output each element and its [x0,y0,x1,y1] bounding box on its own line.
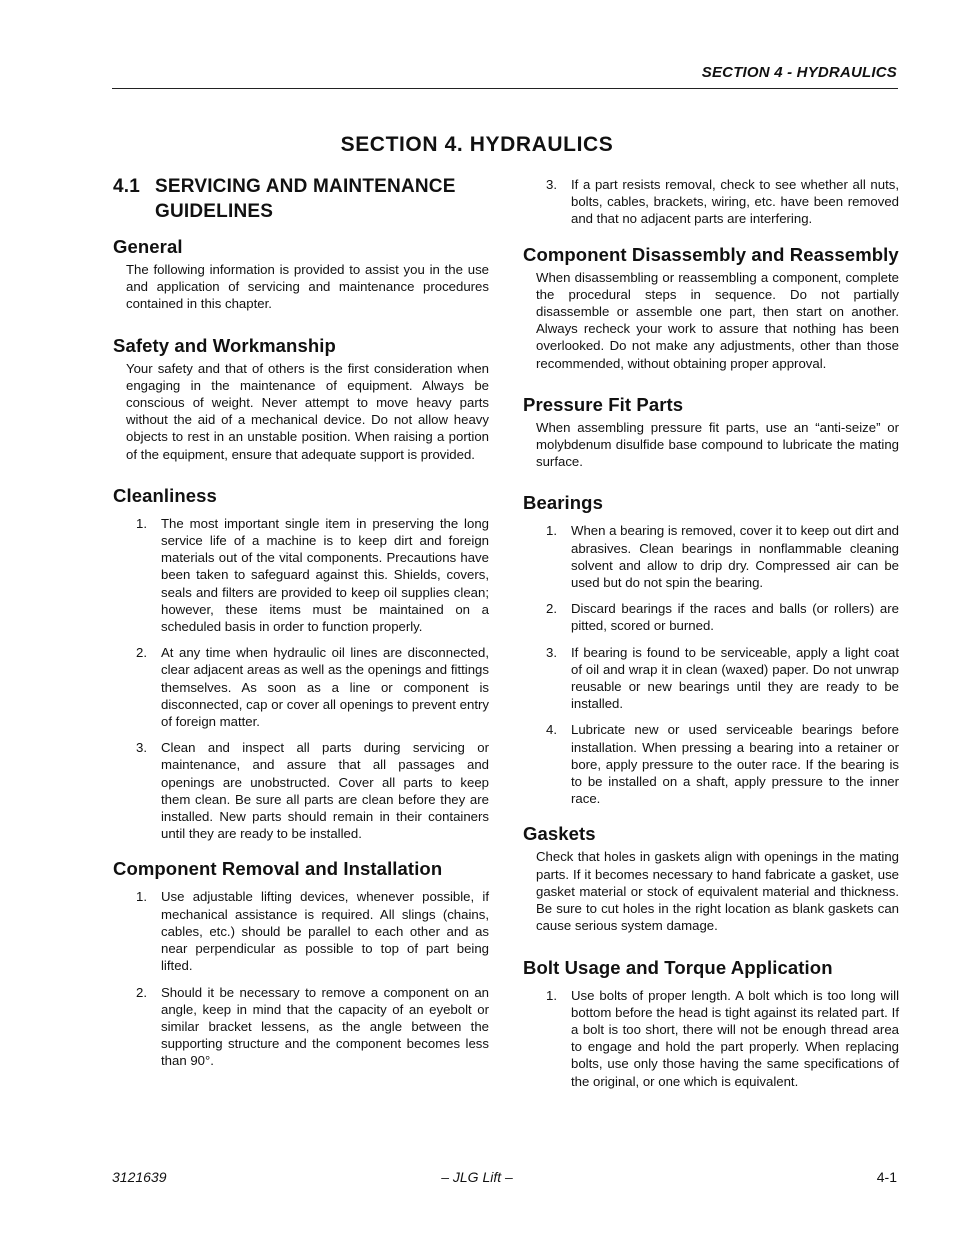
list-item [523,721,899,807]
running-head: SECTION 4 - HYDRAULICS [701,64,897,81]
general-block [113,234,489,313]
removal-block [113,856,489,1069]
page-title: SECTION 4. HYDRAULICS [340,133,614,156]
list-item [113,644,489,730]
list-text: When a bearing is removed, cover it to keep out dirt and abrasives. Clean bearings in nonflammable cleaning solvent and allow to drip dry. Compressed air can be used but do not spin the bearing. [571,523,899,591]
list-number: 2. [136,645,147,661]
bearings-list [523,522,899,807]
gaskets-text: Check that holes in gaskets align with openings in the mating parts. If it becomes necessary to hand fabricate a gasket, use gasket material or stock of equivalent material and thickness. Be sure to cut holes in the right location as blank gaskets can cause serious system damage. [536,849,899,934]
pressure-heading: Pressure Fit Parts [523,393,684,415]
list-number: 3. [136,740,147,756]
safety-block [113,333,489,463]
list-text: At any time when hydraulic oil lines are disconnected, clear adjacent areas as well as the openings and fittings themselves. As soon as a line or component is disconnected, cap or cover all openings to prevent entry of foreign matter. [161,645,489,730]
removal-heading: Component Removal and Installation [113,858,443,880]
section-heading [113,174,489,224]
gaskets-heading: Gaskets [523,823,596,845]
disassembly-block [523,242,899,372]
list-text: Clean and inspect all parts during servicing or maintenance, and assure that all passages and openings are unobstructed. Cover all parts to keep them clean. Be sure all parts are clean before they are installed. New parts should remain in their containers until they are ready to be installed. [161,740,489,842]
bolts-list [523,987,899,1090]
disassembly-heading: Component Disassembly and Reassembly [523,243,899,265]
general-heading: General [113,236,183,257]
footer-doc-number: 3121639 [112,1169,167,1185]
list-number: 2. [546,601,557,617]
list-item [523,176,899,228]
removal-list [113,888,489,1069]
list-number: 2. [136,984,147,1000]
left-column [113,174,489,1090]
list-text: Discard bearings if the races and balls (or rollers) are pitted, scored or burned. [571,601,899,634]
cleanliness-heading: Cleanliness [113,484,217,506]
bearings-block [523,490,899,807]
list-item [113,888,489,974]
general-text: The following information is provided to assist you in the use and application of servicing and maintenance procedures contained in this chapter. [126,262,489,312]
bearings-heading: Bearings [523,492,603,514]
section-title: SERVICING AND MAINTENANCE GUIDELINES [155,176,456,222]
section-number: 4.1 [113,176,141,197]
list-item [523,987,899,1090]
disassembly-text: When disassembling or reassembling a component, complete the procedural steps in sequence. Do not partially disassemble or assemble one part, then start on another. Always recheck your work to assure that nothing has been overlooked. Do not make any adjustments, other than those recommended, without obtaining proper approval. [536,269,899,371]
bolts-block [523,955,899,1090]
pressure-text: When assembling pressure fit parts, use an “anti-seize” or molybdenum disulfide base compound to lubricate the mating surface. [536,419,899,470]
gaskets-block [523,821,899,934]
cleanliness-list [113,515,489,843]
list-item [523,600,899,634]
list-number: 3. [546,177,557,192]
list-text: Should it be necessary to remove a component on an angle, keep in mind that the capacity of an eyebolt or similar bracket lessens, as the angle between the supporting structure and the component becomes less than 90°. [161,984,489,1069]
list-item [523,644,899,713]
list-text: Use adjustable lifting devices, whenever possible, if mechanical assistance is required. All slings (chains, cables, etc.) should be parallel to each other and as near perpendicular as possible to top of part being lifted. [161,889,489,974]
right-column [523,176,899,1110]
list-item [523,522,899,591]
list-text: If a part resists removal, check to see whether all nuts, bolts, cables, brackets, wiring, etc. have been removed and that no adjacent parts are interfering. [571,177,899,227]
safety-text: Your safety and that of others is the first consideration when engaging in the maintenance of equipment. Always be conscious of weight. Never attempt to move heavy parts without the aid of a mechanical device. Do not allow heavy objects to rest in an unstable position. When raising a portion of the equipment, ensure that adequate support is provided. [126,360,489,462]
list-number: 1. [546,987,557,1003]
list-item [113,515,489,635]
list-number: 3. [546,644,557,660]
safety-heading: Safety and Workmanship [113,334,336,356]
list-number: 1. [136,515,147,531]
pressure-block [523,392,899,471]
cleanliness-block [113,483,489,843]
list-text: Lubricate new or used serviceable bearings before installation. When pressing a bearing into a retainer or bore, apply pressure to the outer race. If the bearing is to be installed on a shaft, apply pressure to the inner race. [571,722,899,807]
list-item [113,984,489,1070]
list-number: 1. [546,523,557,539]
list-number: 4. [546,722,557,738]
header-rule [112,88,898,89]
bolts-heading: Bolt Usage and Torque Application [523,956,833,978]
list-number: 1. [136,889,147,905]
footer-page-number: 4-1 [876,1169,897,1185]
list-item [113,739,489,842]
removal-list-continued [523,176,899,228]
list-text: Use bolts of proper length. A bolt which is too long will bottom before the head is tight against its related part. If a bolt is too short, there will not be enough thread area to engage and hold the part properly. When replacing bolts, use only those having the same specifications of the original, or one which is equivalent. [571,987,899,1089]
footer-center: – JLG Lift – [441,1169,513,1185]
list-text: The most important single item in preserving the long service life of a machine is to keep dirt and foreign materials out of the vital components. Precautions have been taken to safeguard against this. Shields, covers, seals and filters are provided to keep oil supplies clean; however, these items must be maintained on a scheduled basis in order to function properly. [161,515,489,635]
list-text: If bearing is found to be serviceable, apply a light coat of oil and wrap it in clean (waxed) paper. Do not unwrap reusable or new bearings until they are ready to be installed. [571,644,899,712]
